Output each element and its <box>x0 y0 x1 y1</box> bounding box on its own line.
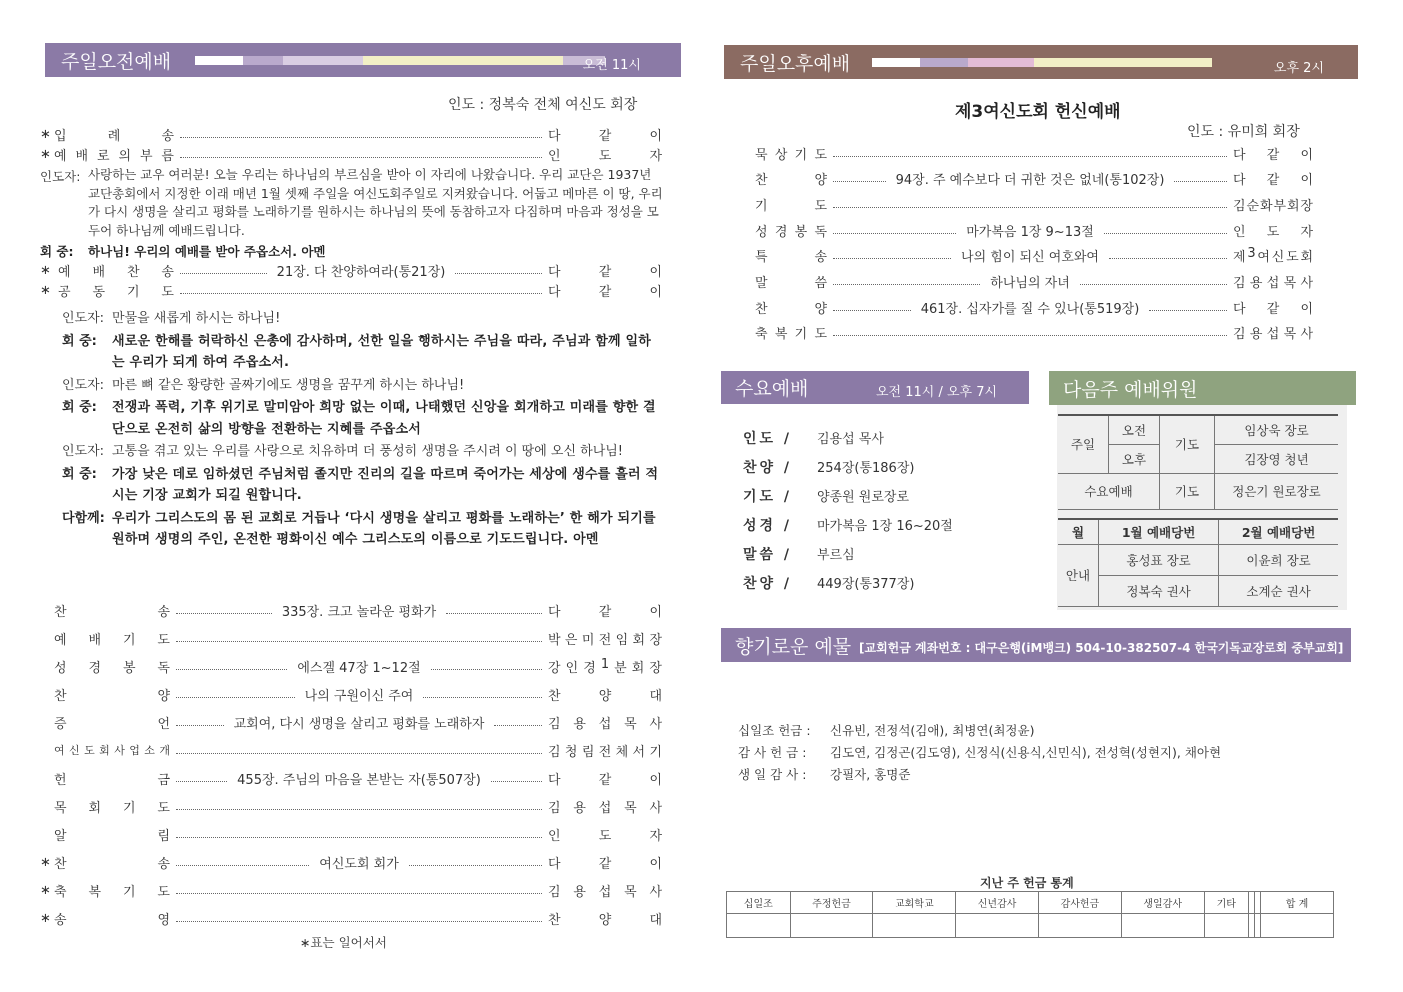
standing-mark: ∗ <box>40 882 51 898</box>
order-label: 축 복 기 도 <box>755 327 827 343</box>
wednesday-label: 찬양 / <box>743 460 793 476</box>
sunday-cell: 주일 <box>1058 415 1109 473</box>
stats-header: 신년감사 <box>956 892 1039 914</box>
order-person: 다 같 이 <box>548 856 663 872</box>
wednesday-header <box>721 371 1029 404</box>
offering-names: 김도연, 김정곤(김도영), 신정식(신용식,신민식), 전성혁(성현지), 채아현 <box>830 745 1222 760</box>
leader-dots <box>176 781 227 782</box>
order-row <box>755 143 1313 163</box>
header-decor-bar <box>195 56 605 65</box>
order-label: 성 경 봉 독 <box>54 660 170 676</box>
morning-leader: 인도 : 정복숙 전체 여신도 회장 <box>448 97 638 113</box>
header-decor-bar <box>872 58 1212 67</box>
offering-names: 강필자, 홍명준 <box>830 767 911 782</box>
order-label: 찬 양 <box>54 688 170 704</box>
offering-account: [교회헌금 계좌번호 : 대구은행(iM뱅크) 504-10-382507-4 한국기독교장로회 중부교회] <box>859 641 1344 655</box>
order-label: 송 영 <box>54 912 170 928</box>
nextweek-header <box>1049 371 1356 405</box>
order-label: 찬 양 <box>755 173 827 189</box>
leader-dots <box>180 273 267 274</box>
prayer-role: 회 중: <box>62 400 97 415</box>
order-row <box>40 796 662 816</box>
order-row <box>755 323 1313 343</box>
wednesday-value: 449장(통377장) <box>817 577 915 592</box>
prayer-text: 우리가 그리스도의 몸 된 교회로 거듭나 ‘다시 생명을 살리고 평화를 노래하는’ 한 해가 되기를 원하며 생명의 주인, 온전한 평화이신 예수 그리스도의 이름으로 기도드립니다. 아멘 <box>112 510 656 547</box>
order-row <box>40 280 662 300</box>
order-person: 제 3 여 신 도 회 <box>1233 246 1314 266</box>
order-label: 찬 양 <box>755 301 827 317</box>
offering-title: 향기로운 예물 <box>735 635 852 658</box>
wednesday-value: 양종원 원로장로 <box>817 490 910 505</box>
leader-dots <box>446 613 542 614</box>
morning-title: 주일오전예배 <box>61 50 172 73</box>
offering-label: 십일조 헌금 : <box>738 723 811 738</box>
leader-dots <box>176 921 542 922</box>
order-row <box>755 220 1313 240</box>
leader-dots <box>176 697 295 698</box>
afternoon-header <box>724 45 1358 79</box>
order-row <box>40 628 662 648</box>
order-person: 다 같 이 <box>548 264 662 280</box>
order-row <box>755 297 1313 317</box>
prayer-role: 인도자: <box>62 311 105 326</box>
leader-dots <box>1109 258 1227 259</box>
wednesday-row <box>743 515 953 535</box>
prayer-line <box>62 331 662 374</box>
stats-value <box>873 914 956 938</box>
wed-cell: 수요예배 <box>1058 473 1160 509</box>
wednesday-row <box>743 573 914 593</box>
prayer-line <box>62 441 662 463</box>
order-row <box>755 194 1313 214</box>
stats-header: 주정헌금 <box>790 892 873 914</box>
leader-dots <box>833 335 1227 336</box>
m1-cell: 1월 예배당번 <box>1099 519 1219 544</box>
stats-header: 생일감사 <box>1121 892 1204 914</box>
order-person: 다 같 이 <box>548 772 662 788</box>
order-row <box>40 908 662 928</box>
prayer-role: 회 중: <box>62 466 97 482</box>
prayer-cell: 기도 <box>1160 415 1215 473</box>
leader-dots <box>833 233 956 234</box>
order-label: 목 회 기 도 <box>54 800 170 816</box>
wednesday-row <box>743 457 914 477</box>
month-cell: 월 <box>1058 519 1099 544</box>
offering-line <box>738 742 1221 764</box>
order-label: 공 동 기 도 <box>58 284 174 300</box>
afternoon-subtitle: 제3여신도회 헌신예배 <box>955 102 1121 122</box>
leader-dots <box>833 156 1227 157</box>
wednesday-value: 254장(통186장) <box>817 461 915 476</box>
guide-r2c2: 소계순 권사 <box>1219 575 1338 606</box>
order-label: 입 례 송 <box>54 128 174 144</box>
am-person: 임상욱 장로 <box>1215 415 1339 444</box>
order-row <box>755 246 1313 266</box>
wednesday-label: 기도 / <box>743 489 793 505</box>
wednesday-label: 성경 / <box>743 518 793 534</box>
order-detail: 교회여, 다시 생명을 살리고 평화를 노래하자 <box>233 716 485 732</box>
leader-dots <box>833 284 980 285</box>
prayer-text: 전쟁과 폭력, 기후 위기로 말미암아 희망 없는 이때, 나태했던 신앙을 회개하고 미래를 향한 결단으로 온전히 삶의 방향을 전환하는 지혜를 주옵소서 <box>112 400 656 437</box>
order-detail: 335장. 크고 놀라운 평화가 <box>281 604 437 620</box>
guide-r2c1: 정복숙 권사 <box>1099 575 1219 606</box>
pm-person: 김장영 청년 <box>1215 444 1339 473</box>
order-person: 다 같 이 <box>548 604 662 620</box>
leader-dots <box>176 669 287 670</box>
order-detail: 455장. 주님의 마음을 본받는 자(통507장) <box>237 772 481 788</box>
offering-line <box>738 720 1221 742</box>
order-row <box>755 272 1313 292</box>
standing-mark: ∗ <box>40 146 51 162</box>
leader-dots <box>409 865 542 866</box>
order-label: 성 경 봉 독 <box>755 224 827 240</box>
wednesday-value: 김용섭 목사 <box>817 432 884 447</box>
order-label: 말 씀 <box>755 276 827 291</box>
order-label: 예 배 로 의 부 름 <box>54 148 174 164</box>
order-detail: 에스겔 47장 1~12절 <box>297 660 421 676</box>
duty-table <box>1058 518 1338 607</box>
order-person: 김 용 섭 목 사 <box>548 716 662 732</box>
order-detail: 나의 구원이신 주여 <box>304 688 414 704</box>
morning-time: 오전 11시 <box>582 58 641 73</box>
leader-dots <box>176 753 542 754</box>
offering-label: 감 사 헌 금 : <box>738 745 807 760</box>
order-detail: 461장. 십자가를 질 수 있나(통519장) <box>920 301 1140 317</box>
prayer-line <box>62 375 662 397</box>
wed-person: 정은기 원로장로 <box>1215 473 1339 509</box>
wednesday-label: 인도 / <box>743 431 793 447</box>
order-label: 찬 송 <box>54 856 170 872</box>
order-person: 김 용 섭 목 사 <box>1233 327 1313 343</box>
order-row <box>40 656 662 676</box>
order-label: 묵 상 기 도 <box>755 147 827 163</box>
offering-header <box>721 628 1351 662</box>
order-label: 증 언 <box>54 716 170 732</box>
stats-title: 지난 주 헌금 통계 <box>980 876 1074 890</box>
prayer-text: 새로운 한해를 허락하신 은총에 감사하며, 선한 일을 행하시는 주님을 따라, 주님과 함께 일하는 우리가 되게 하여 주옵소서. <box>112 333 652 370</box>
offering-list <box>738 720 1221 786</box>
leader-dots <box>423 697 542 698</box>
prayer-line <box>62 508 662 551</box>
order-person: 박 은 미 전 임 회 장 <box>548 632 662 648</box>
order-label: 축 복 기 도 <box>54 884 170 900</box>
order-person: 다 같 이 <box>548 128 662 144</box>
standing-mark: ∗ <box>40 910 51 926</box>
am-cell: 오전 <box>1109 415 1160 444</box>
prayer-text: 가장 낮은 데로 임하셨던 주님처럼 졸지만 진리의 길을 따르며 죽어가는 세상에 생수를 흘러 적시는 기장 교회가 되길 원합니다. <box>112 466 659 503</box>
prayer-role: 다함께: <box>62 510 105 526</box>
cong-text: 하나님! 우리의 예배를 받아 주옵소서. 아멘 <box>88 244 326 259</box>
order-row <box>755 169 1313 189</box>
leader-dots <box>833 258 951 259</box>
intro-text: 사랑하는 교우 여러분! 오늘 우리는 하나님의 부르심을 받아 이 자리에 나왔습니다. 우리 교단은 1937년 교단총회에서 지정한 이래 매년 1월 셋째 주일을 여신도회주일로 지켜왔습니다. 어둡고 메마른 이 땅, 우리가 다시 생명을 살리고 평화를 노래하기를 원하시는 하나님의 뜻에 동참하고자 다짐하며 마음과 정성을 모두어 하나님께 예배드립니다. <box>88 167 663 238</box>
stats-value <box>1204 914 1248 938</box>
morning-intro <box>40 166 665 263</box>
pm-cell: 오후 <box>1109 444 1160 473</box>
m2-cell: 2월 예배당번 <box>1219 519 1338 544</box>
leader-dots <box>176 837 542 838</box>
stats-table <box>726 891 1334 938</box>
order-person: 인 도 자 <box>548 148 662 164</box>
leader-dots <box>1149 310 1227 311</box>
order-label: 특 송 <box>755 250 827 266</box>
order-label: 예 배 찬 송 <box>58 264 174 280</box>
guide-r1c1: 홍성표 장로 <box>1099 544 1219 575</box>
prayer-text: 마른 뼈 같은 황량한 골짜기에도 생명을 꿈꾸게 하시는 하나님! <box>112 377 465 393</box>
order-label: 여 신 도 회 사 업 소 개 <box>54 744 170 757</box>
order-person: 강 인 경 1 분 회 장 <box>548 656 662 676</box>
standing-note: ∗표는 일어서서 <box>300 935 387 950</box>
order-person: 다 같 이 <box>1233 301 1314 317</box>
order-detail: 여신도회 회가 <box>319 856 399 872</box>
wednesday-row <box>743 544 855 564</box>
wed-prayer-cell: 기도 <box>1160 473 1215 509</box>
wednesday-title: 수요예배 <box>735 378 809 400</box>
order-detail: 94장. 주 예수보다 더 귀한 것은 없네(통102장) <box>895 173 1165 189</box>
stats-value <box>727 914 791 938</box>
order-row <box>40 124 662 144</box>
offering-names: 신유빈, 전정석(김애), 최병연(최정윤) <box>830 723 1035 738</box>
guide-cell: 안내 <box>1058 544 1099 606</box>
afternoon-leader: 인도 : 유미희 회장 <box>1187 124 1300 140</box>
order-person: 찬 양 대 <box>548 688 663 704</box>
prayer-line <box>62 464 662 507</box>
order-row <box>40 768 662 788</box>
order-person: 김 용 섭 목 사 <box>1233 276 1314 291</box>
order-person: 찬 양 대 <box>548 912 662 928</box>
order-person: 인 도 자 <box>1233 224 1313 240</box>
leader-dots <box>180 293 542 294</box>
prayer-line <box>62 397 662 440</box>
leader-dots <box>833 310 911 311</box>
cong-role: 회 중: <box>40 244 74 259</box>
order-row <box>40 880 662 900</box>
order-row <box>40 824 662 844</box>
stats-header: 십일조 <box>727 892 791 914</box>
morning-prayer <box>62 308 662 552</box>
leader-dots <box>455 273 542 274</box>
offering-line <box>738 764 1221 786</box>
leader-dots <box>1174 181 1227 182</box>
stats-value <box>790 914 873 938</box>
stats-header: 감사헌금 <box>1038 892 1121 914</box>
prayer-text: 고통을 겪고 있는 우리를 사랑으로 치유하며 더 풍성히 생명을 주시려 이 땅에 오신 하나님! <box>112 444 624 459</box>
standing-mark: ∗ <box>40 854 51 870</box>
leader-dots <box>1080 284 1227 285</box>
leader-dots <box>176 641 542 642</box>
leader-dots <box>176 613 272 614</box>
morning-header <box>45 43 681 77</box>
wednesday-label: 말씀 / <box>743 547 793 563</box>
order-row <box>40 144 662 164</box>
order-person: 김 청 림 전 체 서 기 <box>548 744 662 760</box>
afternoon-title: 주일오후예배 <box>740 52 851 75</box>
order-person: 김 용 섭 목 사 <box>548 884 662 900</box>
wednesday-row <box>743 428 884 448</box>
order-row <box>40 600 662 620</box>
stats-header: 기타 <box>1204 892 1248 914</box>
order-person: 김 순 화 부 회 장 <box>1233 198 1313 214</box>
order-detail: 하나님의 자녀 <box>990 276 1070 291</box>
order-label: 알 림 <box>54 828 170 844</box>
leader-dots <box>180 157 542 158</box>
order-person: 인 도 자 <box>548 828 662 844</box>
leader-dots <box>176 725 224 726</box>
order-detail: 마가복음 1장 9~13절 <box>966 224 1094 240</box>
leader-dots <box>176 809 542 810</box>
guide-r1c2: 이윤희 장로 <box>1219 544 1338 575</box>
order-person: 다 같 이 <box>1233 173 1314 189</box>
stats-value <box>1261 914 1334 938</box>
stats-value <box>1038 914 1121 938</box>
leader-dots <box>431 669 542 670</box>
order-row <box>40 852 662 872</box>
prayer-text: 만물을 새롭게 하시는 하나님! <box>112 311 281 326</box>
afternoon-time: 오후 2시 <box>1273 61 1324 76</box>
wednesday-row <box>743 486 909 506</box>
stats-value <box>956 914 1039 938</box>
order-label: 헌 금 <box>54 772 170 788</box>
offering-label: 생 일 감 사 : <box>738 767 807 782</box>
order-row <box>40 740 662 760</box>
order-detail: 21장. 다 찬양하여라(통21장) <box>276 264 446 280</box>
standing-mark: ∗ <box>40 126 51 142</box>
prayer-line <box>62 308 662 330</box>
order-row <box>40 684 662 704</box>
wednesday-label: 찬양 / <box>743 576 793 592</box>
prayer-role: 인도자: <box>62 377 105 393</box>
order-row <box>40 260 662 280</box>
stats-value <box>1121 914 1204 938</box>
leader-dots <box>176 893 542 894</box>
leader-dots <box>494 725 542 726</box>
prayer-role: 인도자: <box>62 444 105 459</box>
wednesday-value: 마가복음 1장 16~20절 <box>817 519 953 534</box>
order-person: 다 같 이 <box>1233 147 1313 163</box>
leader-dots <box>180 137 542 138</box>
standing-mark: ∗ <box>40 282 51 298</box>
order-label: 기 도 <box>755 198 827 214</box>
leader-dots <box>1104 233 1227 234</box>
prayer-role: 회 중: <box>62 333 97 349</box>
leader-dots <box>491 781 542 782</box>
intro-role: 인도자: <box>40 169 81 184</box>
nextweek-table <box>1058 414 1338 510</box>
order-detail: 나의 힘이 되신 여호와여 <box>961 250 1099 266</box>
wednesday-value: 부르심 <box>817 548 855 563</box>
standing-mark: ∗ <box>40 262 51 278</box>
leader-dots <box>176 865 309 866</box>
order-label: 예 배 기 도 <box>54 632 170 648</box>
leader-dots <box>833 181 886 182</box>
order-person: 김 용 섭 목 사 <box>548 800 662 816</box>
order-row <box>40 712 662 732</box>
wednesday-time: 오전 11시 / 오후 7시 <box>876 385 998 400</box>
stats-header: 합 계 <box>1261 892 1334 914</box>
nextweek-title: 다음주 예배위원 <box>1063 378 1198 401</box>
stats-header: 교회학교 <box>873 892 956 914</box>
order-person: 다 같 이 <box>548 284 662 300</box>
leader-dots <box>833 207 1227 208</box>
order-label: 찬 송 <box>54 604 170 620</box>
